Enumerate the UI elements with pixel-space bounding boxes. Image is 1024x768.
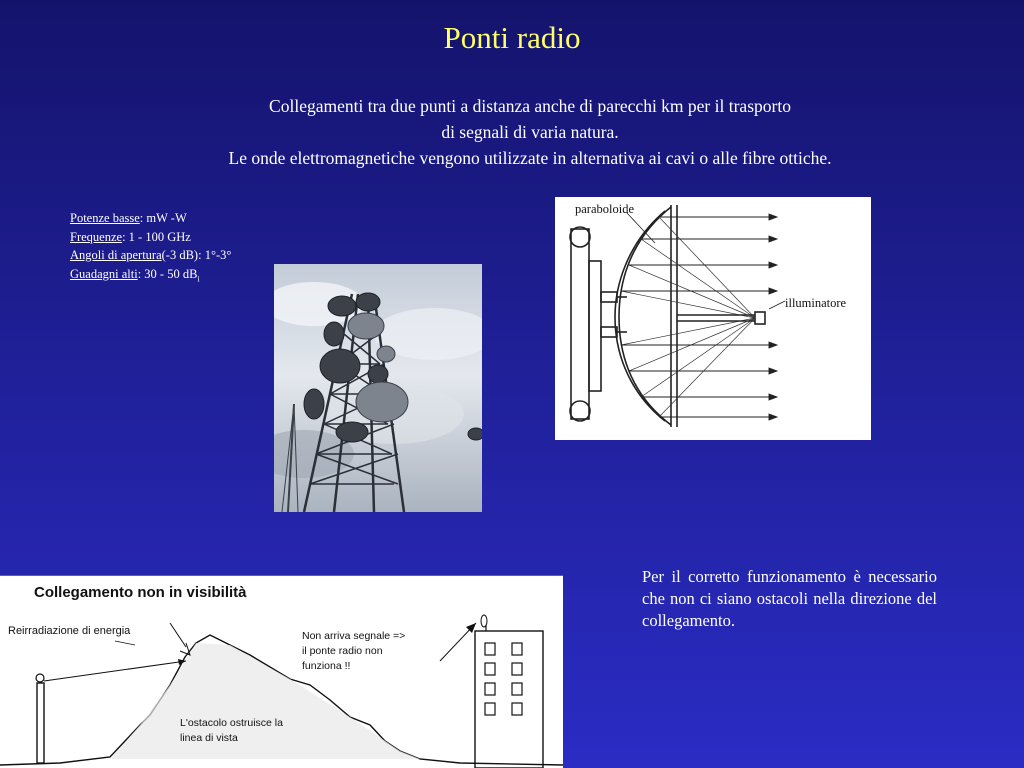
label-reirradiazione: Reirradiazione di energia [8, 625, 131, 637]
spec-value: : 1 - 100 GHz [122, 229, 191, 244]
label-paraboloide: paraboloide [575, 202, 635, 216]
label-non-arriva-2: il ponte radio non [302, 645, 383, 657]
spec-value: : 30 - 50 dB [137, 266, 198, 281]
non-visibility-diagram [0, 575, 563, 768]
tower-illustration [274, 264, 482, 512]
parabola-diagram [555, 197, 871, 440]
intro-line-3: Le onde elettromagnetiche vengono utilizzate in alternativa ai cavi o alle fibre ottiche. [228, 148, 832, 168]
spec-key: Frequenze [70, 229, 123, 244]
spec-guadagni [70, 265, 231, 289]
label-illuminatore: illuminatore [785, 296, 847, 310]
spec-angoli [70, 246, 231, 265]
nonvis-heading: Collegamento non in visibilità [34, 584, 247, 601]
note-text: Per il corretto funzionamento è necessario che non ci siano ostacoli nella direzione del collegamento. [642, 567, 937, 630]
spec-value: (-3 dB): 1°-3° [161, 248, 232, 262]
parabola-drawing [555, 197, 871, 440]
non-visibility-drawing [0, 575, 563, 768]
slide-title: Ponti radio [443, 20, 581, 55]
spec-key: Angoli di apertura [70, 248, 162, 262]
tower-photo [274, 264, 482, 512]
specs-list [70, 209, 231, 289]
label-ostacolo-2: linea di vista [180, 732, 238, 744]
spec-key: Potenze basse [70, 211, 140, 225]
spec-subscript: i [197, 274, 200, 283]
spec-frequenze [70, 228, 231, 247]
label-ostacolo-1: L'ostacolo ostruisce la [180, 717, 283, 729]
spec-key: Guadagni alti [70, 266, 138, 281]
intro-text [0, 93, 1024, 171]
spec-value: : mW -W [139, 211, 187, 225]
spec-potenze [70, 209, 231, 228]
intro-line-2: di segnali di varia natura. [441, 122, 619, 142]
label-non-arriva-3: funziona !! [302, 660, 351, 672]
label-non-arriva-1: Non arriva segnale => [302, 630, 406, 642]
intro-line-1: Collegamenti tra due punti a distanza anche di parecchi km per il trasporto [269, 96, 791, 116]
